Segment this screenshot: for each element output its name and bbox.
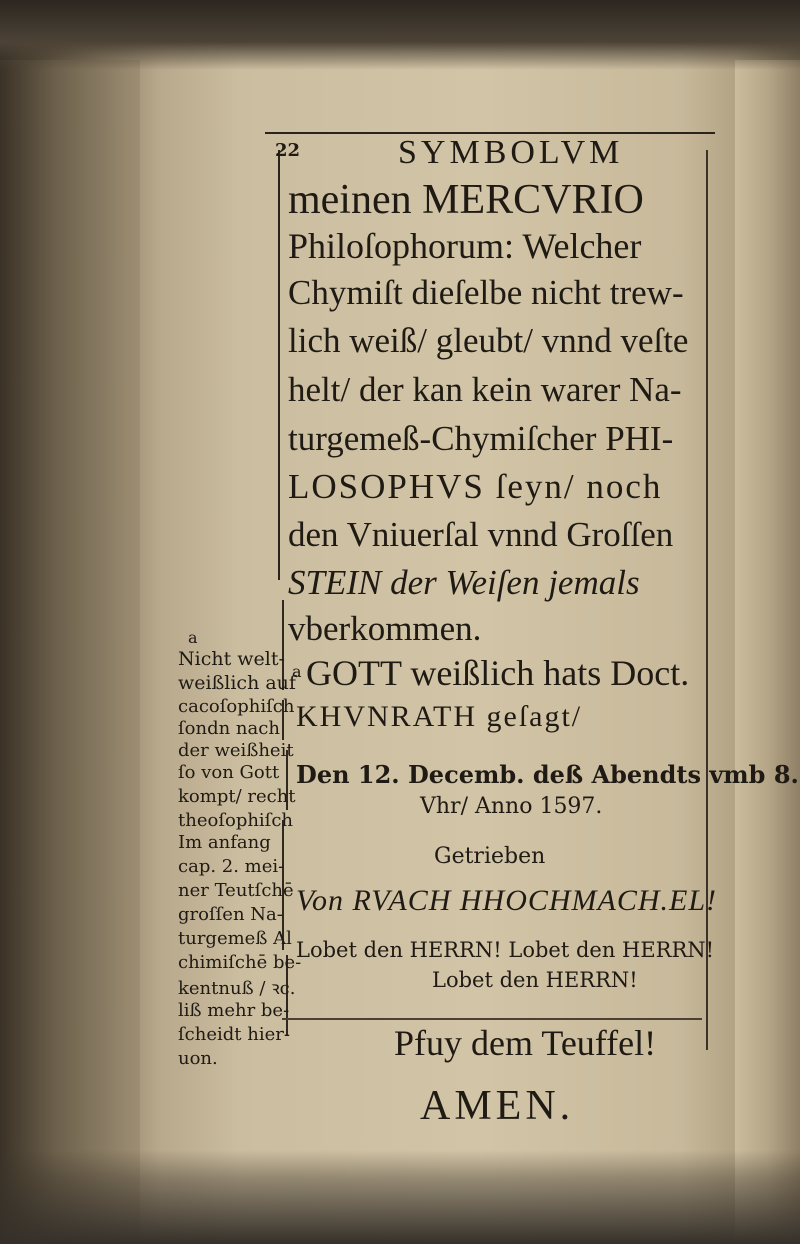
top-shadow <box>0 0 800 70</box>
body-line-4: lich weiß/ gleubt/ vnnd veſte <box>288 321 689 360</box>
margin-line: ner Teutſchē <box>178 880 294 901</box>
margin-line: ſcheidt hier- <box>178 1024 290 1045</box>
body-line-1: meinen MERCVRIO <box>288 177 644 223</box>
margin-line: theoſophiſch <box>178 810 294 831</box>
margin-line: uon. <box>178 1048 218 1069</box>
left-frame-rule <box>278 150 280 580</box>
body-line-8: den Vniuerſal vnnd Groſſen <box>288 515 674 554</box>
page-number: 22 <box>275 140 301 161</box>
von-line: Von RVACH HHOCHMACH.EL! <box>296 884 718 917</box>
body-line-2: Philoſophorum: Welcher <box>288 226 642 266</box>
margin-line: Im anfang <box>178 832 271 853</box>
amen-line: AMEN. <box>420 1083 575 1129</box>
god-line: GOTT weißlich hats Doct. <box>306 653 690 693</box>
date-line: Den 12. Decemb. deß Abendts vmb 8. <box>296 760 799 789</box>
margin-marker: a <box>188 628 198 647</box>
margin-line: chimiſchē be- <box>178 952 302 973</box>
margin-line: liß mehr be- <box>178 1000 290 1021</box>
body-line-7: LOSOPHVS ſeyn/ noch <box>288 467 663 506</box>
margin-line: cap. 2. mei- <box>178 856 285 877</box>
margin-line: kentnuß / ꝛc. <box>178 978 296 999</box>
margin-line: ſondn nach <box>178 718 280 739</box>
bottom-rule <box>282 1018 702 1020</box>
margin-line: cacoſophiſch <box>178 696 295 717</box>
footnote-marker: a <box>292 662 302 681</box>
margin-line: ſo von Gott <box>178 762 280 783</box>
khunrath-line: KHVNRATH geſagt/ <box>296 700 583 733</box>
praise-line-1: Lobet den HERRN! Lobet den HERRN! <box>296 938 715 962</box>
margin-line: Nicht welt- <box>178 648 285 670</box>
praise-line-2: Lobet den HERRN! <box>432 968 638 992</box>
left-page-edge <box>0 60 140 1244</box>
margin-line: turgemeß Al <box>178 928 292 949</box>
body-line-5: helt/ der kan kein warer Na- <box>288 370 682 409</box>
running-title: SYMBOLVM <box>398 134 624 171</box>
bottom-shadow <box>0 1150 800 1244</box>
year-line: Vhr/ Anno 1597. <box>420 794 603 819</box>
body-line-9: STEIN der Weiſen jemals <box>288 563 640 602</box>
margin-line: der weißheit <box>178 740 294 761</box>
margin-line: groſſen Na- <box>178 904 283 925</box>
margin-line: kompt/ recht <box>178 786 296 807</box>
body-line-6: turgemeß-Chymiſcher PHI- <box>288 419 674 458</box>
body-line-3: Chymiſt dieſelbe nicht trew- <box>288 273 684 312</box>
pfuy-line: Pfuy dem Teuffel! <box>394 1023 657 1063</box>
getrieben-line: Getrieben <box>434 844 546 869</box>
body-line-10: vberkommen. <box>288 609 482 648</box>
right-page-edge <box>735 60 800 1244</box>
margin-line: weißlich auf <box>178 672 296 694</box>
